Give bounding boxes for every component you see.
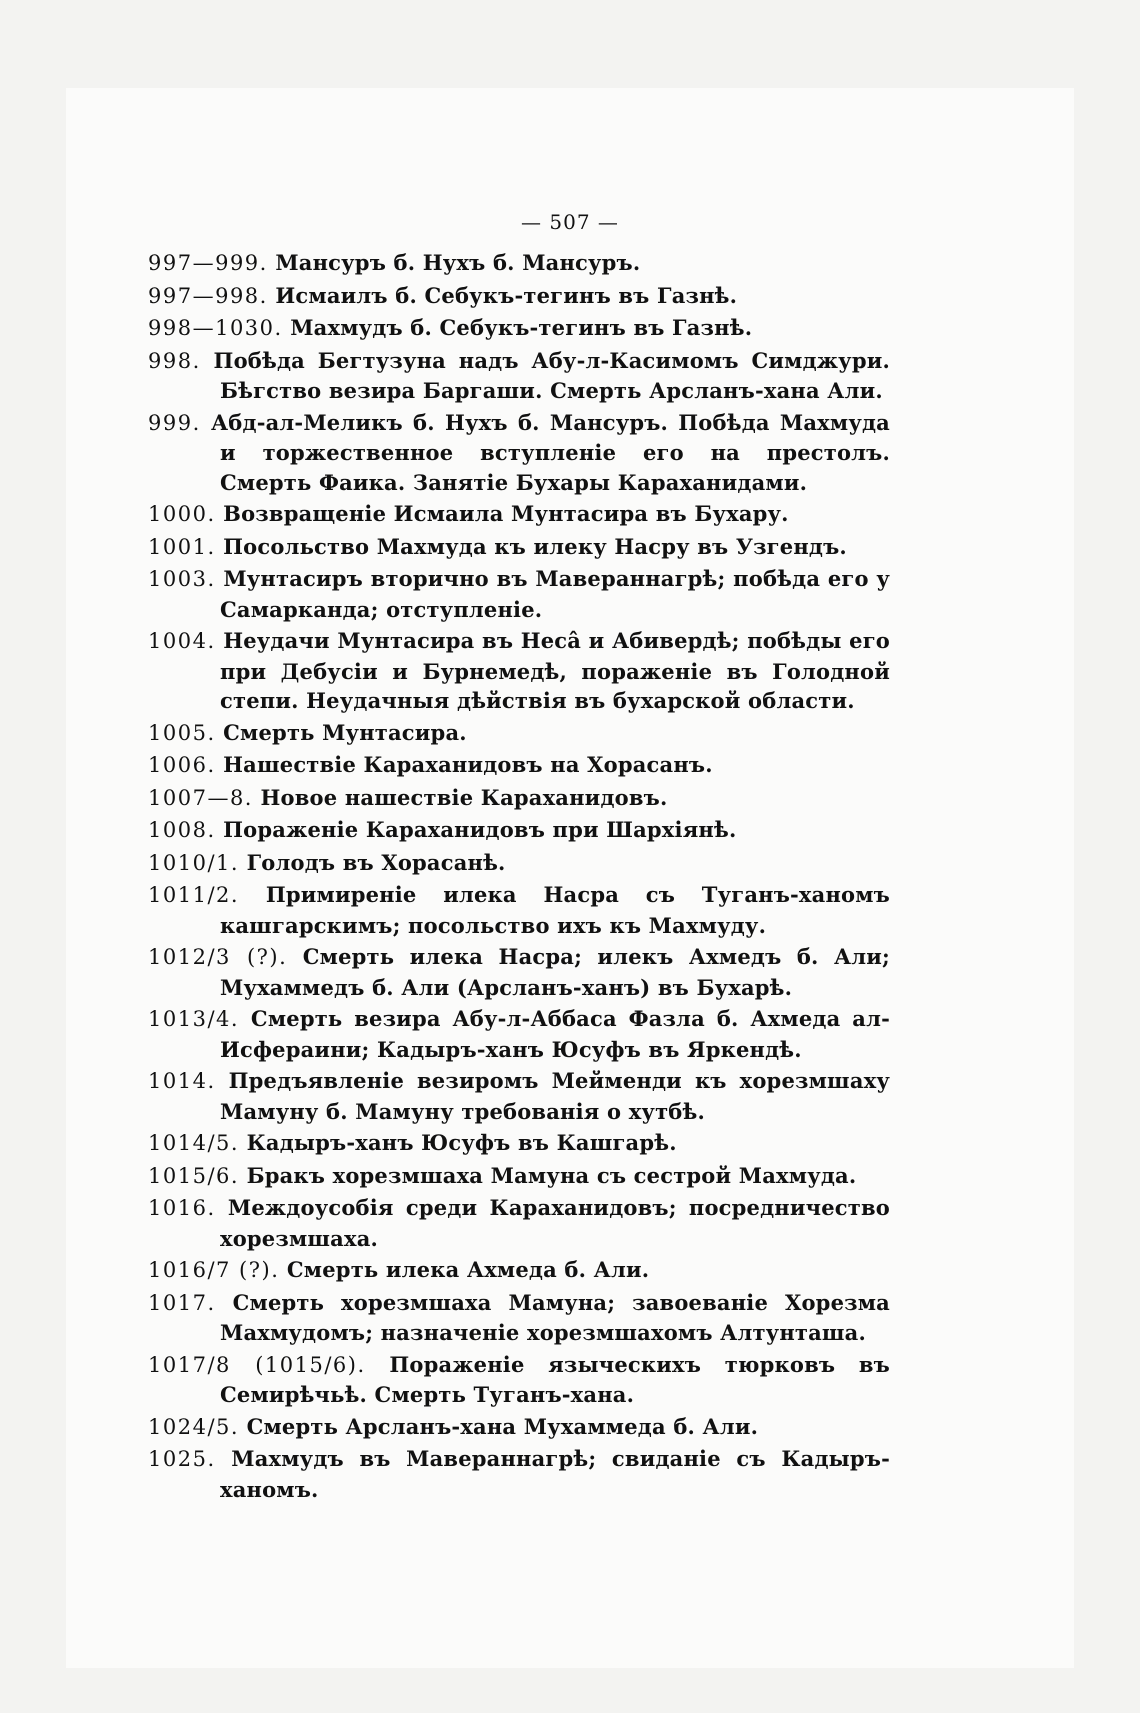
chronology-entry: [148, 248, 890, 279]
entry-text: Предъявленіе везиромъ Мейменди къ хорезмшаху Мамуну б. Мамуну требованія о хутбѣ.: [220, 1068, 890, 1124]
chronology-entry: [148, 1004, 890, 1064]
entry-year: 1015/6.: [148, 1163, 240, 1188]
entry-text: Смерть хорезмшаха Мамуна; завоеваніе Хорезма Махмудомъ; назначеніе хорезмшахомъ Алтунташа.: [220, 1289, 890, 1345]
entry-year: 1012/3 (?).: [148, 945, 288, 969]
entry-text: Посольство Махмуда къ илеку Насру въ Узгендъ.: [223, 533, 847, 559]
entry-year: 1017/8 (1015/6).: [148, 1352, 366, 1377]
chronology-entry: [148, 499, 890, 530]
entry-text: Смерть илека Насра; илекъ Ахмедъ б. Али; Мухаммедъ б. Али (Арсланъ-ханъ) въ Бухарѣ.: [220, 944, 890, 1000]
entry-year: 1016.: [148, 1196, 216, 1220]
entry-year: 1011/2.: [148, 883, 240, 907]
entry-text: Новое нашествіе Караханидовъ.: [260, 784, 668, 810]
entry-text: Бракъ хорезмшаха Мамуна съ сестрой Махмуда.: [246, 1162, 857, 1188]
entry-year: 1017.: [148, 1290, 216, 1315]
page-number: — 507 —: [521, 210, 619, 234]
chronology-entry: [148, 1444, 890, 1504]
entry-year: 1003.: [148, 567, 216, 591]
entry-text: Нашествіе Караханидовъ на Хорасанъ.: [223, 752, 713, 777]
chronology-entry: [148, 1128, 890, 1159]
entry-text: Кадыръ-ханъ Юсуфъ въ Кашгарѣ.: [246, 1130, 677, 1155]
entry-text: Мунтасиръ вторично въ Мавераннагрѣ; побѣда его у Самарканда; отступленіе.: [220, 566, 890, 622]
entry-text: Исмаилъ б. Себукъ-тегинъ въ Газнѣ.: [275, 282, 738, 308]
entry-year: 1013/4.: [148, 1007, 240, 1031]
chronology-entry: [148, 1161, 890, 1192]
chronology-entry: [148, 783, 890, 814]
entry-text: Абд-ал-Меликъ б. Нухъ б. Мансуръ. Побѣда Махмуда и торжественное вступленіе его на престолъ. Смерть Фаика. Занятіе Бухары Караханидами.: [211, 409, 890, 495]
entry-year: 1008.: [148, 818, 216, 842]
chronology-entry: [148, 1350, 890, 1410]
entry-text: Смерть везира Абу-л-Аббаса Фазла б. Ахмеда ал-Исфераини; Кадыръ-ханъ Юсуфъ въ Яркендѣ.: [220, 1006, 890, 1062]
chronology-entry: [148, 1066, 890, 1126]
entry-text: Междоусобія среди Караханидовъ; посредничество хорезмшаха.: [220, 1195, 890, 1251]
entry-year: 1016/7 (?).: [148, 1258, 280, 1282]
entry-text: Пораженіе Караханидовъ при Шархіянѣ.: [223, 817, 737, 842]
entry-text: Смерть Мунтасира.: [223, 719, 467, 745]
entry-year: 998—1030.: [148, 316, 283, 340]
entry-year: 1024/5.: [148, 1414, 240, 1439]
entry-year: 1007—8.: [148, 785, 253, 810]
chronology-entry: [148, 564, 890, 624]
chronology-entry: [148, 718, 890, 749]
entry-text: Махмудъ въ Мавераннагрѣ; свиданіе съ Кадыръ-ханомъ.: [220, 1446, 890, 1502]
entry-year: 1004.: [148, 629, 216, 653]
entry-text: Возвращеніе Исмаила Мунтасира въ Бухару.: [223, 501, 789, 526]
chronology-entry: [148, 626, 890, 716]
entry-text: Пораженіе языческихъ тюрковъ въ Семирѣчьѣ. Смерть Туганъ-хана.: [220, 1351, 890, 1407]
chronology-entry: [148, 313, 890, 344]
chronology-entry: [148, 880, 890, 940]
entry-year: 997—998.: [148, 283, 268, 308]
entry-year: 998.: [148, 348, 201, 373]
chronology-entry: [148, 942, 890, 1002]
entry-year: 999.: [148, 410, 201, 435]
entry-text: Смерть илека Ахмеда б. Али.: [286, 1257, 650, 1282]
chronology-entry: [148, 408, 890, 498]
chronology-entry: [148, 281, 890, 312]
entry-year: 1000.: [148, 502, 216, 526]
entry-year: 1014.: [148, 1069, 216, 1093]
chronology-entry: [148, 815, 890, 846]
entry-text: Голодъ въ Хорасанѣ.: [246, 849, 506, 875]
chronology-entry: [148, 1255, 890, 1286]
chronology-entry: [148, 1412, 890, 1443]
entry-text: Неудачи Мунтасира въ Несâ и Абивердѣ; побѣды его при Дебусіи и Бурнемедѣ, пораженіе въ Голодной степи. Неудачныя дѣйствія въ бухарской области.: [220, 628, 890, 713]
chronology-entry: [148, 346, 890, 406]
entry-text: Побѣда Бегтузуна надъ Абу-л-Касимомъ Симджури. Бѣгство везира Баргаши. Смерть Арсланъ-хана Али.: [213, 347, 890, 403]
entry-text: Смерть Арсланъ-хана Мухаммеда б. Али.: [246, 1413, 759, 1439]
chronology-list: [148, 248, 890, 1506]
entry-text: Примиреніе илека Насра съ Туганъ-ханомъ кашгарскимъ; посольство ихъ къ Махмуду.: [220, 882, 890, 938]
chronology-entry: [148, 1288, 890, 1348]
entry-year: 1006.: [148, 753, 216, 777]
entry-text: Махмудъ б. Себукъ-тегинъ въ Газнѣ.: [290, 315, 753, 340]
chronology-entry: [148, 532, 890, 563]
entry-year: 997—999.: [148, 251, 268, 275]
chronology-entry: [148, 750, 890, 781]
entry-year: 1025.: [148, 1447, 216, 1471]
entry-year: 1014/5.: [148, 1131, 240, 1155]
entry-year: 1010/1.: [148, 850, 240, 875]
entry-text: Мансуръ б. Нухъ б. Мансуръ.: [275, 250, 641, 275]
chronology-entry: [148, 848, 890, 879]
chronology-entry: [148, 1193, 890, 1253]
entry-year: 1001.: [148, 534, 216, 559]
entry-year: 1005.: [148, 720, 216, 745]
